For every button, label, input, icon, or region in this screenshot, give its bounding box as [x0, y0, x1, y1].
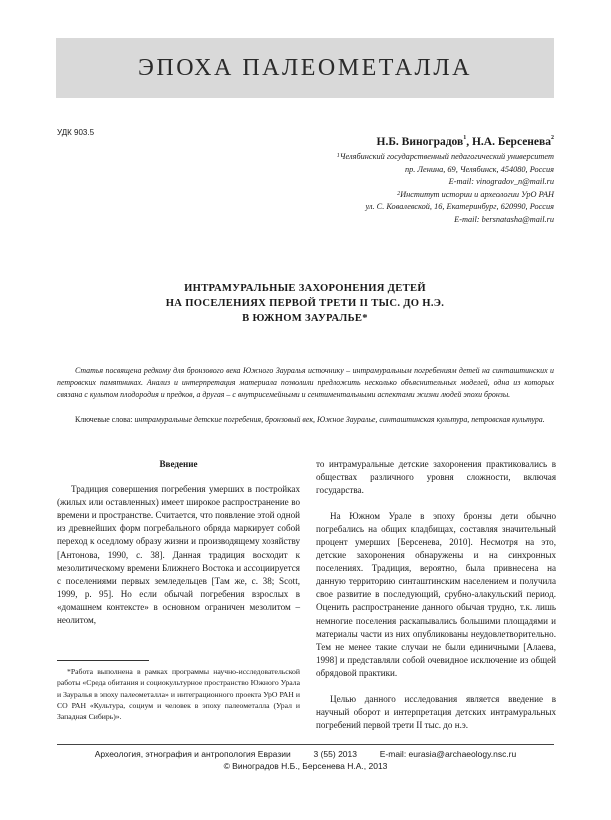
aff-1-address: пр. Ленина, 69, Челябинск, 454080, Россия	[404, 164, 554, 174]
author-2-name: Н.А. Берсенева	[471, 136, 551, 148]
paragraph: На Южном Урале в эпоху бронзы дети обычно погребались на общих кладбищах, составляя значительный процент умерших [Берсенева, 2010]. Несмотря на это, детские захоронения обнаружены и на синхронных поселениях. Традиция, вероятно, была привнесена на данную территорию синташтинским населением и получила свое развитие в последующий, срубно-алакульский период. Оценить распространение данного обычая трудно, т.к. лишь немногие поселения раскапывались большими площадями и материалы части из них опубликованы неудовлетворительно. Тем не менее такие случаи не были единичными [Алаева, 1998] и представляли собой очевидное исключение из общей обрядовой практики.	[316, 510, 556, 678]
journal-name: Археология, этнография и антропология Евразии	[94, 749, 291, 759]
affiliation-2	[94, 189, 554, 227]
journal-issue: 3 (55)	[313, 749, 336, 759]
journal-line	[0, 748, 611, 760]
copyright: © Виноградов Н.Б., Берсенева Н.А., 2013	[223, 761, 388, 771]
journal-year: 2013	[338, 749, 357, 759]
journal-email: E-mail: eurasia@archaeology.nsc.ru	[379, 749, 517, 759]
title-line-3: В ЮЖНОМ ЗАУРАЛЬЕ*	[242, 313, 368, 324]
paragraph: то интрамуральные детские захоронения практиковались в обществах различного уровня сложности, включая государства.	[316, 459, 556, 496]
aff-1-marker: 1	[336, 153, 340, 159]
section-heading: Введение	[159, 459, 198, 469]
keywords-label: Ключевые слова:	[75, 415, 133, 424]
paragraph: Традиция совершения погребения умерших в постройках (жилых или оставленных) имеет широкое распространение во времени и пространстве. Считается, что появление этой одной из древнейших форм погребального обряда маркирует собой переход к оседлому образу жизни и производящему хозяйству [Антонова, 1990, с. 38]. Данная традиция восходит к мезолитическому времени Ближнего Востока и ассоциируется с поселениями первых земледельцев [Там же, с. 38; Scott, 1999, p. 95]. Но если обычай погребения взрослых в «домашнем контексте» в основном ограничен мезолитом – неолитом,	[57, 484, 300, 626]
body-column-right	[316, 458, 556, 744]
authors-block	[94, 136, 554, 226]
abstract: Статья посвящена редкому для бронзового века Южного Зауралья источнику – интрамуральным погребениям детей на синташтинских и петровских памятниках. Анализ и интерпретация материала позволили предложить несколько объяснительных моделей, одна из которых связана с культом плодородия и предков, а другая – с внутрисемейными и сентиментальными аспектами жизни людей эпохи бронзы.	[57, 366, 554, 399]
title-line-1: ИНТРАМУРАЛЬНЫЕ ЗАХОРОНЕНИЯ ДЕТЕЙ	[184, 283, 426, 294]
author-1-name: Н.Б. Виноградов	[376, 136, 464, 148]
title-line-2: НА ПОСЕЛЕНИЯХ ПЕРВОЙ ТРЕТИ II ТЫС. ДО Н.Э.	[165, 298, 445, 309]
footer-divider	[57, 744, 554, 745]
aff-2-email: E-mail: bersnatasha@mail.ru	[454, 214, 554, 224]
author-2-marker: 2	[551, 135, 554, 141]
keywords	[57, 414, 554, 426]
keywords-text: интрамуральные детские погребения, бронзовый век, Южное Зауралье, синташтинская культура, петровская культура.	[134, 415, 545, 424]
aff-1-institution: Челябинский государственный педагогический университет	[339, 152, 554, 161]
aff-2-address: ул. С. Ковалевской, 16, Екатеринбург, 620990, Россия	[365, 202, 554, 211]
body-column-left	[57, 458, 300, 640]
udk-code: УДК 903.5	[57, 128, 95, 137]
paragraph: Целью данного исследования является введение в научный оборот и интерпретация детских интрамуральных погребений первой трети II тыс. до н.э.	[316, 693, 556, 730]
aff-2-institution: Институт истории и археологии УрО РАН	[400, 189, 554, 199]
aff-1-email: E-mail: vinogradov_n@mail.ru	[448, 177, 554, 186]
author-1-marker: 1	[463, 135, 467, 141]
aff-2-marker: 2	[397, 190, 401, 197]
footnote-divider	[57, 660, 149, 661]
author-names: Н.Б. Виноградов$^1$, Н.А. Берсенева$^2$	[376, 135, 554, 148]
article-title	[60, 281, 550, 326]
section-banner	[56, 38, 554, 98]
affiliation-1	[94, 151, 554, 189]
section-title: ЭПОХА ПАЛЕОМЕТАЛЛА	[138, 54, 472, 81]
footnote: *Работа выполнена в рамках программы научно-исследовательской работы «Среда обитания и социокультурное пространство Южного Урала и Зауралья в эпоху палеометалла» и интеграционного проекта УрО РАН и СО РАН «Культура, социум и человек в эпоху палеометалла (Урал и Западная Сибирь)».	[57, 667, 300, 722]
